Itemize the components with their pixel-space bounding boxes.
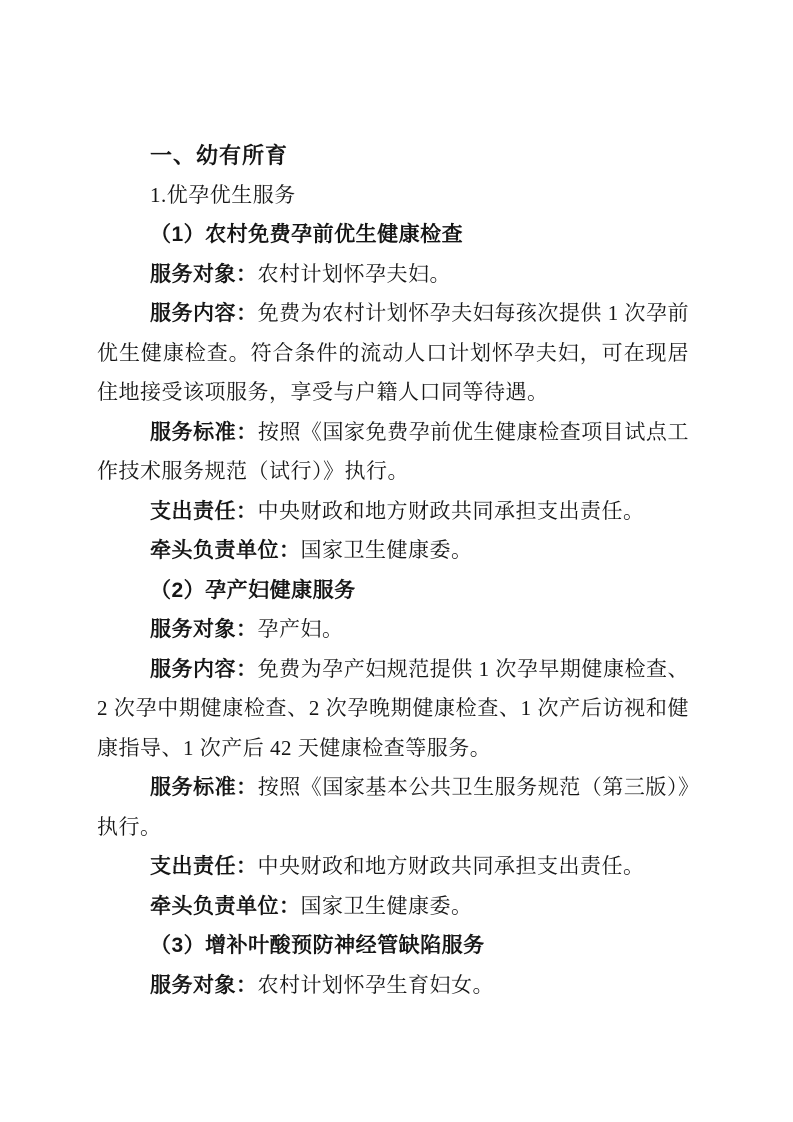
service-2-content xyxy=(97,650,689,769)
service-1-target xyxy=(97,255,689,295)
document-content xyxy=(97,136,689,1005)
service-3-heading: （3）增补叶酸预防神经管缺陷服务 xyxy=(150,934,485,957)
item-text: 农村计划怀孕夫妇。 xyxy=(257,261,451,286)
service-2-heading: （2）孕产妇健康服务 xyxy=(150,578,356,602)
item-text: 按照《国家免费孕前优生健康检查项目试点工作技术服务规范（试行）》执行。 xyxy=(97,419,689,483)
item-text: 孕产妇。 xyxy=(257,617,344,641)
service-1-heading: （1）农村免费孕前优生健康检查 xyxy=(150,223,464,246)
item-label: 牵头负责单位： xyxy=(150,893,301,918)
item-label: 服务对象： xyxy=(150,617,258,641)
item-label: 支出责任： xyxy=(150,854,258,878)
service-2-expenditure xyxy=(97,847,689,887)
item-text: 国家卫生健康委。 xyxy=(300,538,473,562)
item-label: 服务标准： xyxy=(150,775,258,799)
service-2-lead-unit xyxy=(97,887,689,927)
item-text: 按照《国家基本公共卫生服务规范（第三版）》执行。 xyxy=(97,775,690,839)
service-1-standard xyxy=(97,413,689,492)
section-heading: 一、幼有所育 xyxy=(150,143,289,168)
service-1-expenditure xyxy=(97,492,689,532)
subsection-heading: 1.优孕优生服务 xyxy=(150,182,296,207)
item-label: 服务对象： xyxy=(150,261,258,286)
item-text: 国家卫生健康委。 xyxy=(300,893,473,918)
service-3-target xyxy=(97,966,689,1006)
item-label: 牵头负责单位： xyxy=(150,538,301,562)
item-label: 服务内容： xyxy=(150,656,258,681)
service-2-standard xyxy=(97,768,689,847)
item-label: 服务内容： xyxy=(150,301,258,325)
item-label: 服务标准： xyxy=(150,419,258,444)
service-2-target xyxy=(97,610,689,650)
item-text: 免费为孕产妇规范提供 1 次孕早期健康检查、2 次孕中期健康检查、2 次孕晚期健康检查、1 次产后访视和健康指导、1 次产后 42 天健康检查等服务。 xyxy=(97,656,690,760)
item-text: 中央财政和地方财政共同承担支出责任。 xyxy=(257,498,645,523)
item-label: 支出责任： xyxy=(150,498,258,523)
service-1-lead-unit xyxy=(97,531,689,571)
item-text: 中央财政和地方财政共同承担支出责任。 xyxy=(257,854,645,878)
item-text: 免费为农村计划怀孕夫妇每孩次提供 1 次孕前优生健康检查。符合条件的流动人口计划怀孕夫妇，可在现居住地接受该项服务，享受与户籍人口同等待遇。 xyxy=(97,301,690,404)
service-1-content xyxy=(97,294,689,413)
item-text: 农村计划怀孕生育妇女。 xyxy=(257,972,494,997)
item-label: 服务对象： xyxy=(150,972,258,997)
